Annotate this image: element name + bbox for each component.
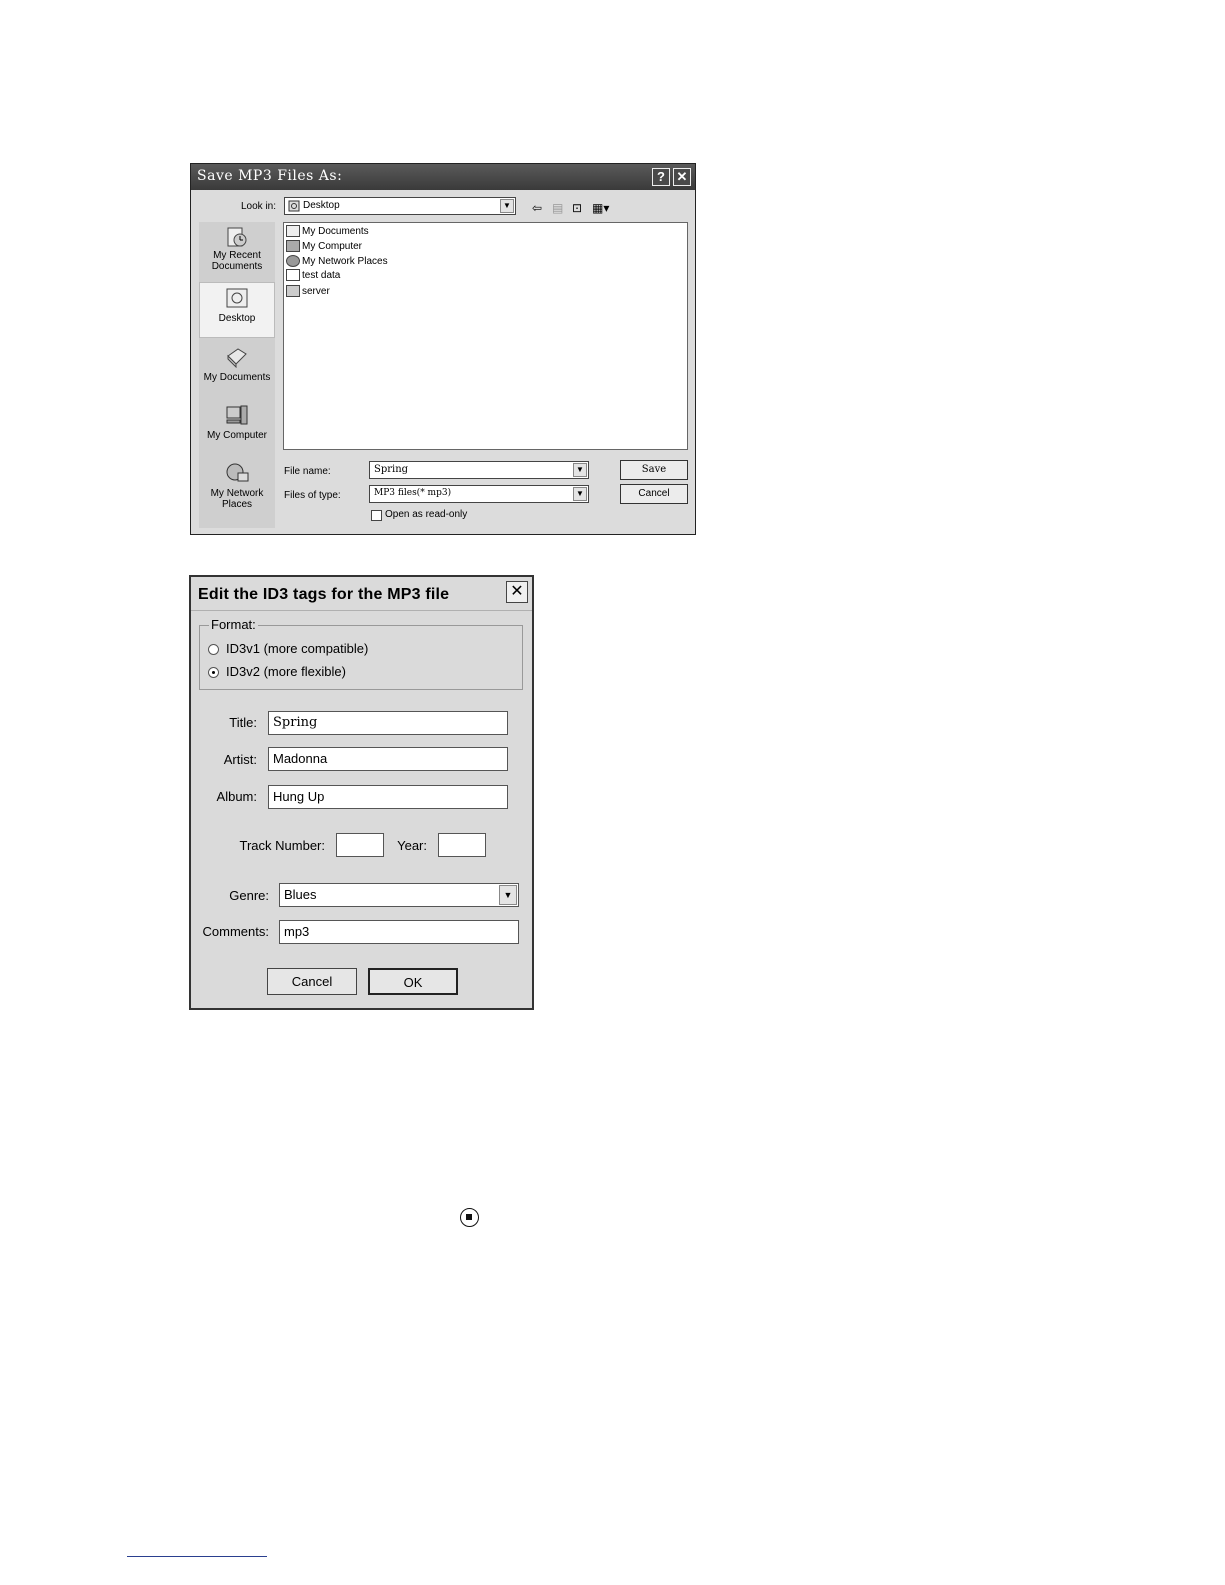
desktop-icon (288, 200, 300, 212)
format-legend: Format: (211, 617, 256, 632)
place-my-network-places[interactable] (199, 458, 275, 524)
chevron-down-icon[interactable]: ▼ (500, 199, 514, 213)
look-in-dropdown[interactable] (284, 197, 516, 215)
place-label: My Computer (206, 430, 267, 441)
desktop-icon (224, 287, 250, 309)
my-documents-icon (224, 346, 250, 368)
chevron-down-icon[interactable]: ▼ (573, 463, 587, 477)
id3v1-label: ID3v1 (more compatible) (226, 641, 369, 656)
places-bar (199, 222, 275, 528)
up-folder-icon[interactable]: ▤ (552, 201, 564, 215)
place-recent-documents[interactable] (199, 222, 275, 280)
year-field[interactable] (438, 833, 486, 857)
file-name: test data (302, 270, 341, 281)
recent-documents-icon (224, 226, 250, 248)
read-only-checkbox[interactable] (371, 510, 382, 521)
chevron-down-icon[interactable]: ▼ (499, 885, 517, 905)
id3v2-label: ID3v2 (more flexible) (226, 664, 346, 679)
place-label: My Documents (203, 372, 271, 383)
cancel-button[interactable]: Cancel (620, 484, 688, 504)
list-item[interactable] (286, 225, 369, 239)
file-name: My Documents (302, 226, 369, 237)
file-name-label: File name: (284, 466, 331, 477)
file-type-label: Files of type: (284, 490, 341, 501)
save-button[interactable]: Save (620, 460, 688, 480)
folder-icon (286, 269, 300, 281)
look-in-label: Look in: (241, 201, 277, 212)
list-item[interactable] (286, 240, 362, 254)
dialog-title: Save MP3 Files As: (197, 168, 343, 184)
place-label: My Network Places (210, 488, 264, 510)
edit-id3-dialog (189, 575, 534, 1010)
list-item[interactable] (286, 255, 388, 269)
network-places-icon (224, 462, 250, 484)
footnote-rule (127, 1556, 267, 1557)
record-radio-icon (460, 1208, 479, 1227)
place-label: Desktop (218, 313, 256, 324)
file-type-dropdown[interactable] (369, 485, 589, 503)
title-field[interactable]: Spring (268, 711, 508, 735)
my-computer-icon (224, 404, 250, 426)
ok-button[interactable]: OK (368, 968, 458, 995)
close-button[interactable]: ✕ (506, 581, 528, 603)
comments-label: Comments: (202, 924, 269, 939)
cancel-button[interactable]: Cancel (267, 968, 357, 995)
help-button[interactable]: ? (652, 168, 670, 186)
track-number-field[interactable] (336, 833, 384, 857)
view-menu-icon[interactable]: ▦▾ (592, 201, 610, 215)
list-item[interactable] (286, 285, 330, 299)
place-label: My Recent Documents (211, 250, 263, 272)
track-number-label: Track Number: (239, 838, 325, 853)
comments-field[interactable]: mp3 (279, 920, 519, 944)
place-my-documents[interactable] (199, 342, 275, 398)
album-label: Album: (216, 789, 257, 804)
list-item[interactable] (286, 269, 340, 283)
close-button[interactable]: ✕ (673, 168, 691, 186)
genre-value: Blues (284, 887, 317, 902)
save-mp3-dialog (190, 163, 696, 535)
title-label: Title: (229, 715, 257, 730)
place-desktop[interactable] (199, 282, 275, 338)
genre-label: Genre: (229, 888, 269, 903)
dialog-title: Edit the ID3 tags for the MP3 file (198, 586, 450, 603)
look-in-value: Desktop (303, 200, 340, 211)
artist-label: Artist: (223, 752, 257, 767)
file-type-value: MP3 files(* mp3) (374, 488, 452, 498)
network-icon (286, 255, 300, 267)
computer-icon (286, 240, 300, 252)
file-name: My Network Places (302, 256, 388, 267)
file-name: server (302, 286, 330, 297)
artist-field[interactable]: Madonna (268, 747, 508, 771)
genre-dropdown[interactable] (279, 883, 519, 907)
id3v1-radio[interactable] (208, 644, 219, 655)
title-bar[interactable] (191, 164, 695, 190)
place-my-computer[interactable] (199, 400, 275, 456)
year-label: Year: (397, 838, 427, 853)
album-field[interactable]: Hung Up (268, 785, 508, 809)
file-list[interactable] (283, 222, 688, 450)
chevron-down-icon[interactable]: ▼ (573, 487, 587, 501)
read-only-label: Open as read-only (385, 509, 468, 520)
file-name-value: Spring (374, 464, 409, 475)
new-folder-icon[interactable]: ⊡ (572, 201, 583, 215)
id3v2-radio[interactable] (208, 667, 219, 678)
server-icon (286, 285, 300, 297)
back-icon[interactable]: ⇦ (532, 201, 543, 215)
file-name: My Computer (302, 241, 363, 252)
folder-icon (286, 225, 300, 237)
format-group (199, 625, 523, 690)
title-bar[interactable] (191, 577, 532, 611)
file-name-input[interactable] (369, 461, 589, 479)
